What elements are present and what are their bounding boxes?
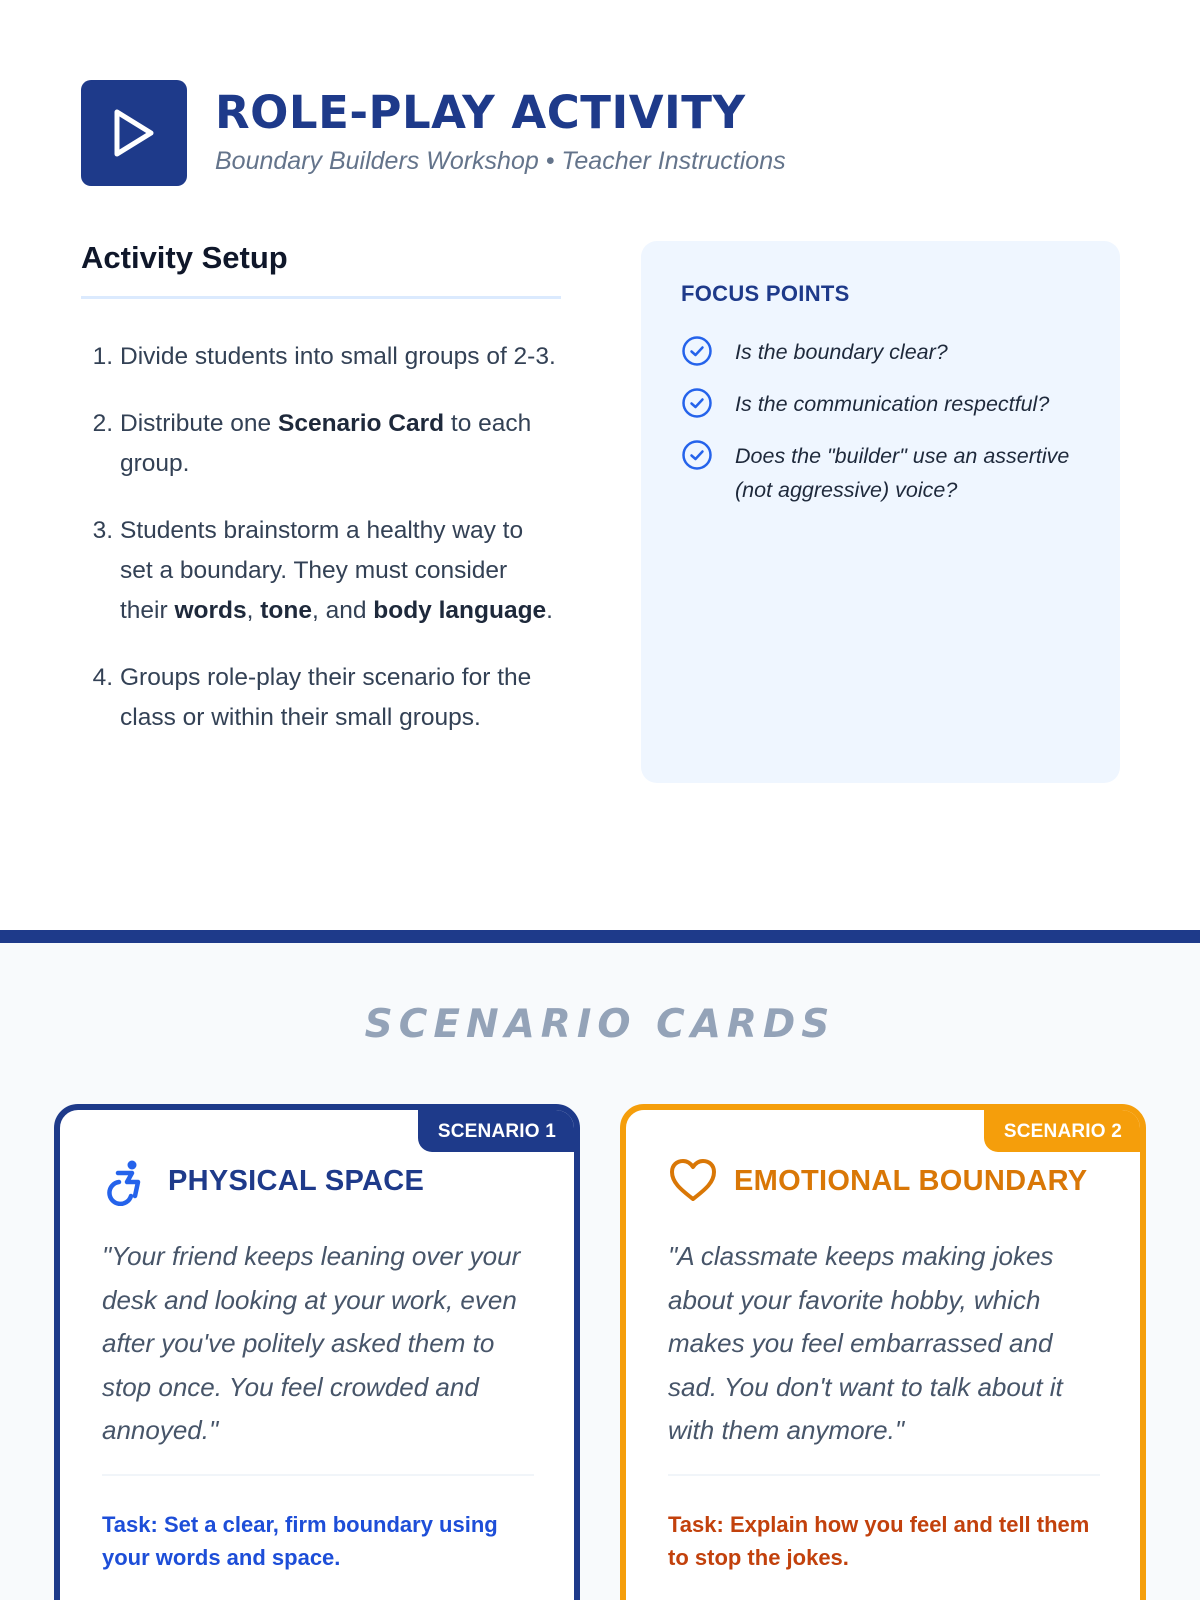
focus-point [681,387,1080,421]
focus-point-text: Does the "builder" use an assertive (not aggressive) voice? [735,444,1070,502]
step-text-segment: , and [311,597,374,624]
step-number: 4. [92,664,113,691]
setup-step [81,658,561,738]
step-number: 1. [92,343,113,370]
card-divider [668,1474,1100,1476]
step-text [119,658,561,738]
check-circle-icon [681,335,713,367]
step-number: 2. [92,410,113,437]
step-emphasis: tone [260,597,312,624]
scenario-title: EMOTIONAL BOUNDARY [734,1164,1088,1197]
focus-point [681,439,1080,507]
step-text-segment: Divide students into small groups of 2-3. [120,343,556,370]
scenario-card-header [102,1156,424,1206]
scenario-task: Task: Explain how you feel and tell them to stop the jokes. [668,1512,1090,1570]
card-divider [102,1474,534,1476]
scenario-quote: "A classmate keeps making jokes about your favorite hobby, which makes you feel embarrassed and sad. You don't want to talk about it with them anymore." [668,1241,1063,1445]
scenario-tag: SCENARIO 2 [984,1110,1140,1152]
setup-step [81,337,561,377]
step-text-segment: . [546,597,553,624]
scenario-quote: "Your friend keeps leaning over your desk and looking at your work, even after you've politely asked them to stop once. You feel crowded and annoyed." [102,1241,521,1445]
setup-steps-list [81,337,561,738]
step-number: 3. [92,517,113,544]
step-text-segment: , [246,597,261,624]
step-text-segment: Students brainstorm a healthy way to set a boundary. They must consider their [120,517,524,624]
check-circle-icon [681,387,713,419]
focus-heading: FOCUS POINTS [681,281,850,306]
setup-step [81,404,561,484]
focus-point [681,335,1080,369]
step-text-segment: Groups role-play their scenario for the class or within their small groups. [120,664,532,731]
step-text [119,337,556,377]
step-text-segment: to each group. [120,410,532,477]
step-emphasis: words [174,597,247,624]
step-emphasis: body language [373,597,547,624]
scenario-card-1 [54,1104,580,1600]
section-divider [0,930,1200,943]
scenario-task: Task: Set a clear, firm boundary using your words and space. [102,1512,498,1570]
scenario-title: PHYSICAL SPACE [168,1164,425,1197]
focus-points-list [681,335,1080,507]
setup-heading: Activity Setup [81,240,561,299]
heart-icon [668,1156,718,1206]
logo-badge [81,80,187,186]
accessibility-icon [102,1156,152,1206]
setup-step [81,511,561,631]
check-circle-icon [681,439,713,471]
activity-setup-section [81,240,561,765]
page-header [81,80,1121,190]
step-text [119,404,561,484]
focus-points-panel [641,241,1120,783]
step-text [119,511,561,631]
scenario-card-2 [620,1104,1146,1600]
page-subtitle: Boundary Builders Workshop • Teacher Instructions [215,147,786,175]
page-title: ROLE-PLAY ACTIVITY [215,86,746,139]
focus-point-text: Is the communication respectful? [735,392,1050,416]
step-emphasis: Scenario Card [277,410,445,437]
play-icon [109,107,159,159]
scenario-card-header [668,1156,1087,1206]
step-text-segment: Distribute one [120,410,278,437]
focus-point-text: Is the boundary clear? [735,340,948,364]
scenario-cards-heading: SCENARIO CARDS [364,1002,836,1047]
scenario-tag: SCENARIO 1 [418,1110,574,1152]
